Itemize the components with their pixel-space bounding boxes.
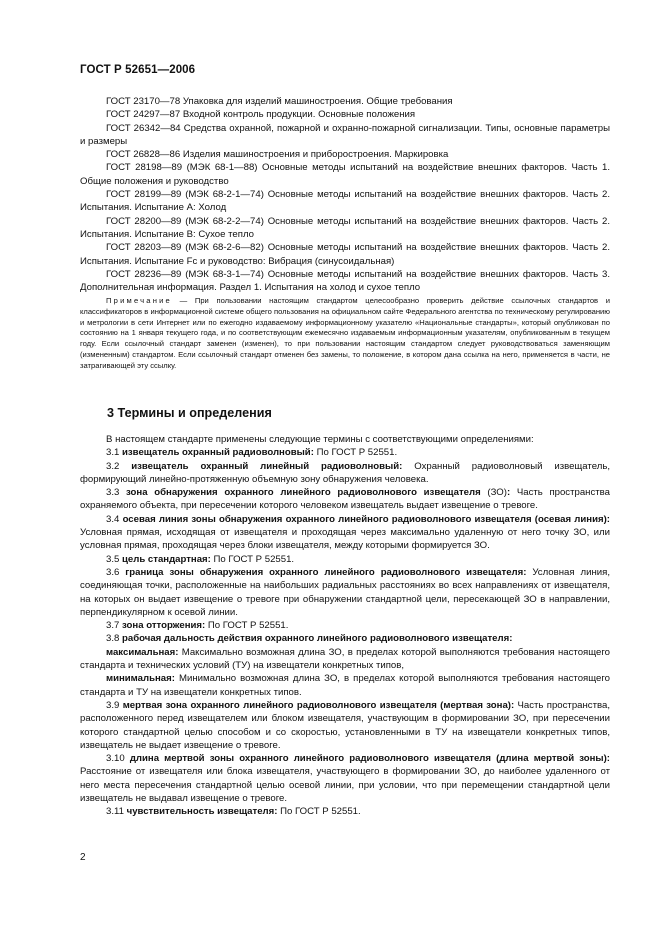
def-text: Условная прямая, исходящая от извещателя и проходящая через максимально удаленную от него точку ЗО, или условная прямая, проходящая через блоки извещателя, между которыми формируется ЗО. [80,527,610,552]
def-term: зона обнаружения охранного линейного радиоволнового извещателя [126,487,481,499]
section-title: 3 Термины и определения [107,406,272,420]
definition-item [80,805,610,818]
definition-item [80,460,610,487]
def-term: длина мертвой зоны охранного линейного радиоволнового извещателя (длина мертвой зоны): [129,753,611,765]
def-number: 3.6 [106,566,126,578]
definition-item [80,632,610,645]
definitions-list [80,433,610,819]
definition-subitem [80,646,610,673]
def-text: Максимально возможная длина ЗО, в пределах которой выполняются требования настоящего стандарта и технических условий (ТУ) на извещатели конкретных типов, [80,646,610,672]
def-number: 3.8 [106,633,123,645]
def-text: Условная линия, соединяющая точки, расположенные на наибольших радиальных расстояниях во всех направлениях от извещателя, на которых он выдает извещение о тревоге при обнаружении стандартной цели, пересекающей ЗО в направлении, перпендикулярном к осевой линии. [80,566,610,618]
def-term: рабочая дальность действия охранного линейного радиоволнового извещателя: [122,633,513,645]
def-term: цель стандартная: [122,553,211,565]
reference-item: ГОСТ 28199—89 (МЭК 68-2-1—74) Основные методы испытаний на воздействие внешних факторов. Часть 2. Испытания. Испытание А: Холод [80,189,610,214]
definition-item [80,699,610,752]
def-text: По ГОСТ Р 52551. [205,620,289,632]
definition-item [80,446,610,459]
def-number: 3.7 [106,620,123,632]
def-text: По ГОСТ Р 52551. [277,806,361,818]
def-text: Часть пространства, расположенного перед извещателем или блоком извещателя, участвующим в формировании ЗО, при пересечении которого стандартной целью способом и со скоростью, установленными в ТУ на извещатели конкретных типов, извещатель не выдает извещение о тревоге. [80,699,610,751]
def-term: чувствительность извещателя: [126,806,278,818]
note-label: Примечание [106,296,172,305]
def-text: По ГОСТ Р 52551. [210,553,295,565]
reference-item: ГОСТ 24297—87 Входной контроль продукции. Основные положения [106,109,416,121]
reference-item: ГОСТ 28200—89 (МЭК 68-2-2—74) Основные методы испытаний на воздействие внешних факторов. Часть 2. Испытания. Испытание В: Сухое тепло [80,215,610,240]
def-term: мертвая зона охранного линейного радиоволнового извещателя (мертвая зона): [122,699,515,711]
reference-item: ГОСТ 28203—89 (МЭК 68-2-6—82) Основные методы испытаний на воздействие внешних факторов. Часть 2. Испытания. Испытание Fc и руководство: Вибрация (синусоидальная) [80,242,610,267]
definition-item [80,513,610,553]
definition-subitem [80,672,610,699]
def-abbr: (ЗО) [480,487,507,499]
def-number: 3.9 [106,699,123,711]
def-term: осевая линия зоны обнаружения охранного линейного радиоволнового извещателя (осевая линия): [122,513,610,525]
definition-item [80,752,610,805]
def-term: извещатель охранный линейный радиоволновый: [131,460,403,472]
def-term: граница зоны обнаружения охранного линейного радиоволнового извещателя: [125,566,527,578]
def-text: По ГОСТ Р 52551. [313,447,398,459]
def-number: 3.1 [106,447,123,459]
def-number: 3.5 [106,553,123,565]
def-term: максимальная: [106,646,179,658]
note-text: — При пользовании настоящим стандартом целесообразно проверить действие ссылочных стандартов и классификаторов в информационной системе общего пользования на официальном сайте Федерального агентства по техническому регулированию и метрологии в сети Интернет или по ежегодно издаваемому информационному указателю «Национальные стандарты», который опубликован по состоянию на 1 января текущего года, и по соответствующим ежемесячно издаваемым информационным указателям, опубликованным в текущем году. Если ссылочный стандарт заменен (изменен), то при пользовании настоящим стандартом следует руководствоваться заменяющим (измененным) стандартом. Если ссылочный стандарт отменен без замены, то положение, в котором дана ссылка на него, применяется в части, не затрагивающей эту ссылку. [80,296,610,370]
reference-item: ГОСТ 26828—86 Изделия машиностроения и приборостроения. Маркировка [106,149,449,161]
document-header: ГОСТ Р 52651—2006 [80,64,196,76]
reference-item: ГОСТ 26342—84 Средства охранной, пожарной и охранно-пожарной сигнализации. Типы, основные параметры и размеры [80,122,610,147]
def-term: извещатель охранный радиоволновый: [122,447,314,459]
definitions-intro: В настоящем стандарте применены следующие термины с соответствующими определениями: [106,434,534,445]
reference-item: ГОСТ 28236—89 (МЭК 68-3-1—74) Основные методы испытаний на воздействие внешних факторов. Часть 3. Дополнительная информация. Раздел 1. Испытания на холод и сухое тепло [80,268,610,294]
def-text: Расстояние от извещателя или блока извещателя, участвующего в формировании ЗО, до наиболее удаленного от него места пересечения стандартной целью осевой линии, при условии, что при перемещении стандартной цели извещатель не выдавал извещение о тревоге. [80,766,610,805]
reference-item: ГОСТ 28198—89 (МЭК 68-1—88) Основные методы испытаний на воздействие внешних факторов. Часть 1. Общие положения и руководство [80,162,610,187]
def-text: Охранный радиоволновый извещатель, формирующий линейно-протяженную объемную зону обнаружения человека. [80,460,610,485]
definition-item [80,486,610,513]
def-number: 3.2 [106,460,132,472]
def-text: Минимально возможная длина ЗО, в пределах которой выполняются требования настоящего стандарта и ТУ на извещатели конкретных типов. [80,673,610,698]
def-number: 3.11 [106,806,127,818]
reference-item: ГОСТ 23170—78 Упаковка для изделий машиностроения. Общие требования [106,96,453,107]
def-term: зона отторжения: [122,620,206,632]
definition-item [80,619,610,632]
definition-item [80,553,610,566]
def-number: 3.4 [106,513,123,525]
def-number: 3.10 [106,753,130,765]
def-number: 3.3 [106,487,127,499]
references-list [80,95,610,294]
definition-item [80,566,610,619]
def-term: минимальная: [106,673,175,685]
page-number: 2 [80,852,86,863]
note-paragraph [80,296,610,372]
def-colon: : [506,487,511,499]
def-text: Часть пространства охраняемого объекта, при пересечении которого человеком извещатель выдает извещение о тревоге. [80,487,610,512]
